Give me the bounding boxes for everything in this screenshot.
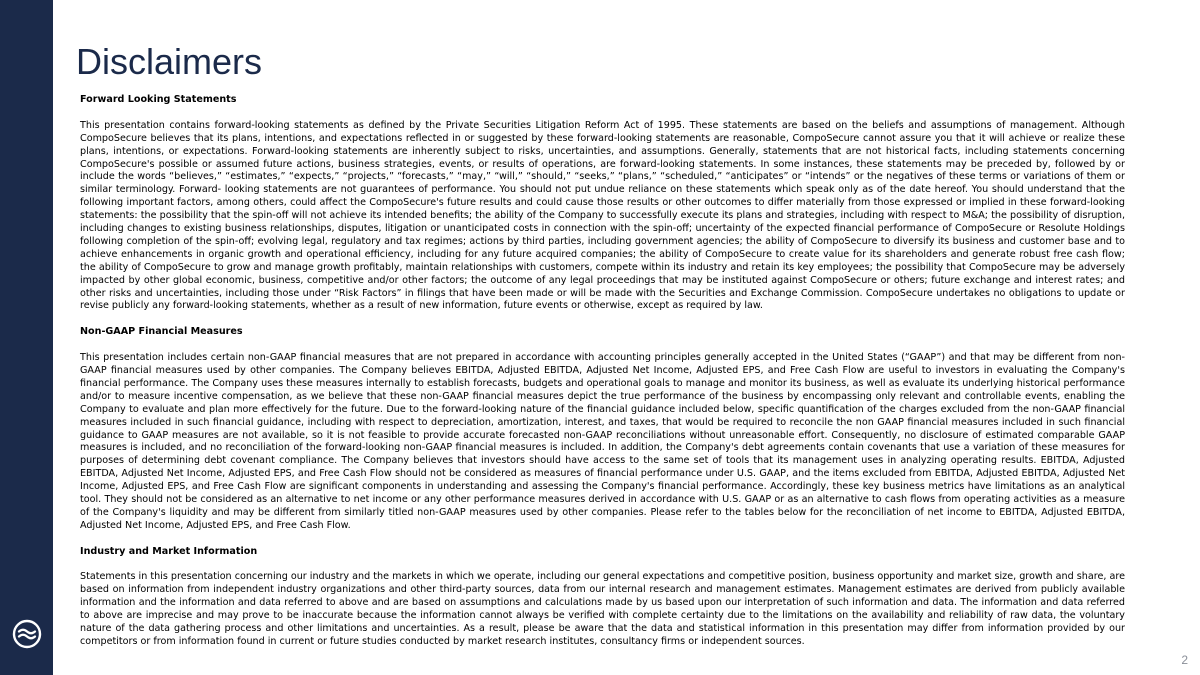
left-sidebar-bar <box>0 0 53 675</box>
compose-secure-logo-icon <box>12 619 42 649</box>
section-heading-forward-looking: Forward Looking Statements <box>80 94 237 105</box>
page-title: Disclaimers <box>76 41 263 82</box>
section-heading-non-gaap: Non-GAAP Financial Measures <box>80 326 243 338</box>
section-heading-industry-market: Industry and Market Information <box>80 545 258 557</box>
page-number: 2 <box>1181 653 1188 667</box>
section-text-forward-looking: This presentation contains forward-looking statements as defined by the Private Securities Litigation Reform Act of 1995. These statements are based on the beliefs and assumptions of management. Although CompoSecure believes that its plans, intentions, and expectations reflected in or suggested by these forward-looking statements are reasonable, CompoSecure cannot assure you that it will achieve or realize these plans, intentions, or expectations. Forward-looking statements are inherently subject to risks, uncertainties, and assumptions. Generally, statements that are not historical facts, including statements concerning CompoSecure's possible or assumed future actions, business strategies, events, or results of operations, are forward-looking statements. In some instances, these statements may be preceded by, followed by or include the words “believes,” “estimates,” “expects,” “projects,” “forecasts,” “may,” “will,” “should,” “seeks,” “plans,” “scheduled,” “anticipates” or “intends” or the negatives of these terms or variations of them or similar terminology. Forward- looking statements are not guarantees of performance. You should not put undue reliance on these statements which speak only as of the date hereof. You should understand that the following important factors, among others, could affect the CompoSecure's future results and could cause those results or other outcomes to differ materially from those expressed or implied in these forward-looking statements: the possibility that the spin-off will not achieve its intended benefits; the ability of the Company to successfully execute its plans and strategies, including with respect to M&A; the possibility of disruption, including changes to existing business relationships, disputes, litigation or unanticipated costs in connection with the spin-off; uncertainty of the expected financial performance of CompoSecure or Resolute Holdings following completion of the spin-off; evolving legal, regulatory and tax regimes; actions by third parties, including government agencies; the ability of CompoSecure to diversify its business and customer base and to achieve enhancements in organic growth and operational efficiency, including for any future acquired companies; the ability of CompoSecure to create value for its shareholders and generate robust free cash flow; the ability of CompoSecure to grow and manage growth profitably, maintain relationships with customers, compete within its industry and retain its key employees; the possibility that CompoSecure may be adversely impacted by other global economic, business, competitive and/or other factors; the outcome of any legal proceedings that may be instituted against CompoSecure or others; future exchange and interest rates; and other risks and uncertainties, including those under “Risk Factors” in filings that have been made or will be made with the Securities and Exchange Commission. CompoSecure undertakes no obligations to update or revise publicly any forward-looking statements, whether as a result of new information, future events or otherwise, except as required by law. <box>80 119 1125 312</box>
section-text-non-gaap: This presentation includes certain non-GAAP financial measures that are not prepared in accordance with accounting principles generally accepted in the United States (“GAAP”) and that may be different from non-GAAP financial measures used by other companies. The Company believes EBITDA, Adjusted EBITDA, Adjusted Net Income, Adjusted EPS, and Free Cash Flow are useful to investors in evaluating the Company's financial performance. The Company uses these measures internally to establish forecasts, budgets and operational goals to manage and monitor its business, as well as evaluate its underlying historical performance and/or to measure incentive compensation, as we believe that these non-GAAP financial measures depict the true performance of the business by encompassing only relevant and controllable events, enabling the Company to evaluate and plan more effectively for the future. Due to the forward-looking nature of the financial guidance included below, specific quantification of the charges excluded from the non-GAAP financial measures included in such financial guidance, including with respect to depreciation, amortization, interest, and taxes, that would be required to reconcile the non GAAP financial measures included in such financial guidance to GAAP measures are not available, so it is not feasible to provide accurate forecasted non-GAAP reconciliations without unreasonable effort. Consequently, no disclosure of estimated comparable GAAP measures is included, and no reconciliation of the forward-looking non-GAAP financial measures is included. In addition, the Company's debt agreements contain covenants that use a variation of these measures for purposes of determining debt covenant compliance. The Company believes that investors should have access to the same set of tools that its management uses in analyzing operating results. EBITDA, Adjusted EBITDA, Adjusted Net Income, Adjusted EPS, and Free Cash Flow should not be considered as measures of financial performance under U.S. GAAP, and the items excluded from EBITDA, Adjusted EBITDA, Adjusted Net Income, Adjusted EPS, and Free Cash Flow are significant components in understanding and assessing the Company's financial performance. Accordingly, these key business metrics have limitations as an analytical tool. They should not be considered as an alternative to net income or any other performance measures derived in accordance with U.S. GAAP or as an alternative to cash flows from operating activities as a measure of the Company's liquidity and may be different from similarly titled non-GAAP measures used by other companies. Please refer to the tables below for the reconciliation of net income to EBITDA, Adjusted EBITDA, Adjusted Net Income, Adjusted EPS, and Free Cash Flow. <box>80 352 1125 531</box>
disclaimer-body <box>80 94 1125 649</box>
section-text-industry-market: Statements in this presentation concerning our industry and the markets in which we operate, including our general expectations and competitive position, business opportunity and market size, growth and share, are based on information from independent industry organizations and other third-party sources, data from our internal research and management estimates. Management estimates are derived from publicly available information and the information and data referred to above and are based on assumptions and calculations made by us based upon our interpretation of such information and data. The information and data referred to above are imprecise and may prove to be inaccurate because the information cannot always be verified with complete certainty due to the limitations on the availability and reliability of raw data, the voluntary nature of the data gathering process and other limitations and uncertainties. As a result, please be aware that the data and statistical information in this presentation may differ from information provided by our competitors or from information found in current or future studies conducted by market research institutes, consultancy firms or independent sources. <box>80 571 1125 647</box>
